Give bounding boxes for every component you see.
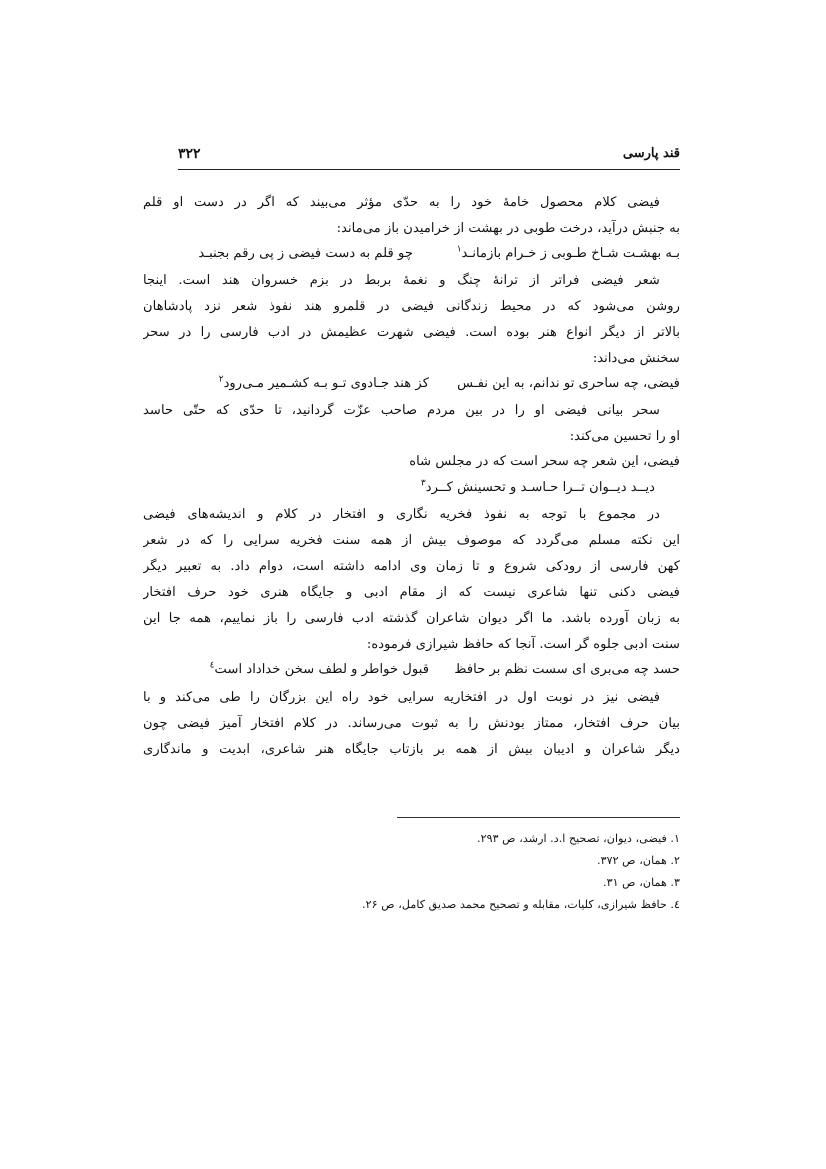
text-line: سخنش می‌داند: bbox=[592, 351, 680, 366]
text-line: به جنبش درآید، درخت طوبی در بهشت از خرامیدن باز می‌ماند: bbox=[336, 221, 680, 236]
text-line: فیضی نیز در نوبت اول در افتخاریه سرایی خود راه این بزرگان را طی می‌کند و با bbox=[143, 690, 660, 705]
text-line: دیگر شاعران و ادیبان بیش از همه بر بازتاب جایگاه هنر شاعری، ابدیت و ماندگاری bbox=[143, 742, 680, 757]
verse-hemistich: دیــد دیــوان تــرا حـاسـد و تحسینش کــرد bbox=[425, 480, 655, 495]
text-line: او را تحسین می‌کند: bbox=[569, 429, 680, 444]
verse-hemistich: فیضی، این شعر چه سحر است که در مجلس شاه bbox=[409, 454, 680, 469]
footnote: ۱. فیضی، دیوان، تصحیح ا.د. ارشد، ص ۲۹۳. bbox=[477, 832, 680, 845]
verse-hemistich: حسد چه می‌بری ای سست نظم بر حافظ bbox=[454, 662, 680, 677]
book-title: قند پارسی bbox=[622, 146, 680, 161]
verse-hemistich: فیضی، چه ساحری تو ندانم، به این نفـس bbox=[457, 376, 680, 391]
footnote: ٤. حافظ شیرازی، کلیات، مقابله و تصحیح محمد صدیق کامل، ص ۲۶. bbox=[362, 898, 680, 911]
page-number: ۳۲۲ bbox=[178, 146, 201, 162]
header-rule bbox=[178, 169, 680, 170]
verse-couplet bbox=[180, 476, 655, 500]
verse-hemistich: کز هند جـادوی تـو بـه کشـمیر مـی‌رود bbox=[223, 376, 429, 391]
verse-hemistich: بـه بهشـت شـاخ طـوبی ز خـرام بازمانـد bbox=[461, 246, 680, 261]
text-line: کهن فارسی از رودکی شروع و تا زمان وی ادامه داشته است، دوام داد. به تعبیر دیگر bbox=[143, 559, 680, 574]
running-header bbox=[178, 146, 680, 168]
text-line: فیضی دکنی تنها شاعری نیست که از مقام ادبی و جایگاه هنری خود حرف افتخار bbox=[143, 585, 680, 600]
footnote-marker: ۱ bbox=[456, 244, 462, 255]
footnote-marker: ٤ bbox=[209, 660, 215, 671]
text-line: در مجموع با توجه به نفوذ فخریه نگاری و افتخار در کلام و اندیشه‌های فیضی bbox=[143, 507, 660, 522]
verse-hemistich: چو قلم به دست فیضی ز پی رقم بجنبـد bbox=[198, 246, 413, 261]
verse-couplet bbox=[180, 372, 680, 396]
footnote-rule bbox=[397, 817, 680, 818]
text-line: این نکته مسلم می‌گردد که موصوف بیش از همه سنت فخریه سرایی را که در شعر bbox=[143, 533, 680, 548]
text-line: روشن می‌شود که در محیط زندگانی فیضی در قلمرو هند نفوذ شعر نزد پادشاهان bbox=[143, 299, 680, 314]
text-line: فیضی کلام محصول خامهٔ خود را به حدّی مؤثر می‌بیند که اگر در دست او قلم bbox=[143, 195, 660, 210]
text-line: بیان حرف افتخار، ممتاز بودنش را به ثبوت می‌رساند. در کلام افتخار آمیز فیضی چون bbox=[143, 716, 680, 731]
verse-couplet bbox=[180, 450, 680, 474]
footnote-marker: ۲ bbox=[218, 374, 224, 385]
verse-couplet bbox=[180, 658, 680, 682]
footnote: ۳. همان، ص ۳۱. bbox=[603, 876, 680, 889]
text-line: سنت ادبی جلوه گر است. آنجا که حافظ شیرازی فرموده: bbox=[366, 637, 680, 652]
footnote-marker: ۳ bbox=[420, 478, 426, 489]
verse-couplet bbox=[180, 242, 680, 266]
footnote: ۲. همان، ص ۳۷۲. bbox=[597, 854, 680, 867]
text-line: شعر فیضی فراتر از ترانهٔ چنگ و نغمهٔ بربط در بزم خسروان هند است. اینجا bbox=[143, 273, 660, 288]
text-line: به زبان آورده باشد. ما اگر دیوان شاعران گذشته ادب فارسی را باز نماییم، همه جا این bbox=[143, 611, 680, 626]
text-line: بالاتر از دیگر انواع هنر بوده است. فیضی شهرت عظیمش در ادب فارسی را در سحر bbox=[143, 325, 680, 340]
verse-hemistich: قبول خواطر و لطف سخن خداداد است bbox=[214, 662, 429, 677]
text-line: سحر بیانی فیضی او را در بین مردم صاحب عزّت گردانید، تا حدّی که حتّی حاسد bbox=[143, 403, 660, 418]
